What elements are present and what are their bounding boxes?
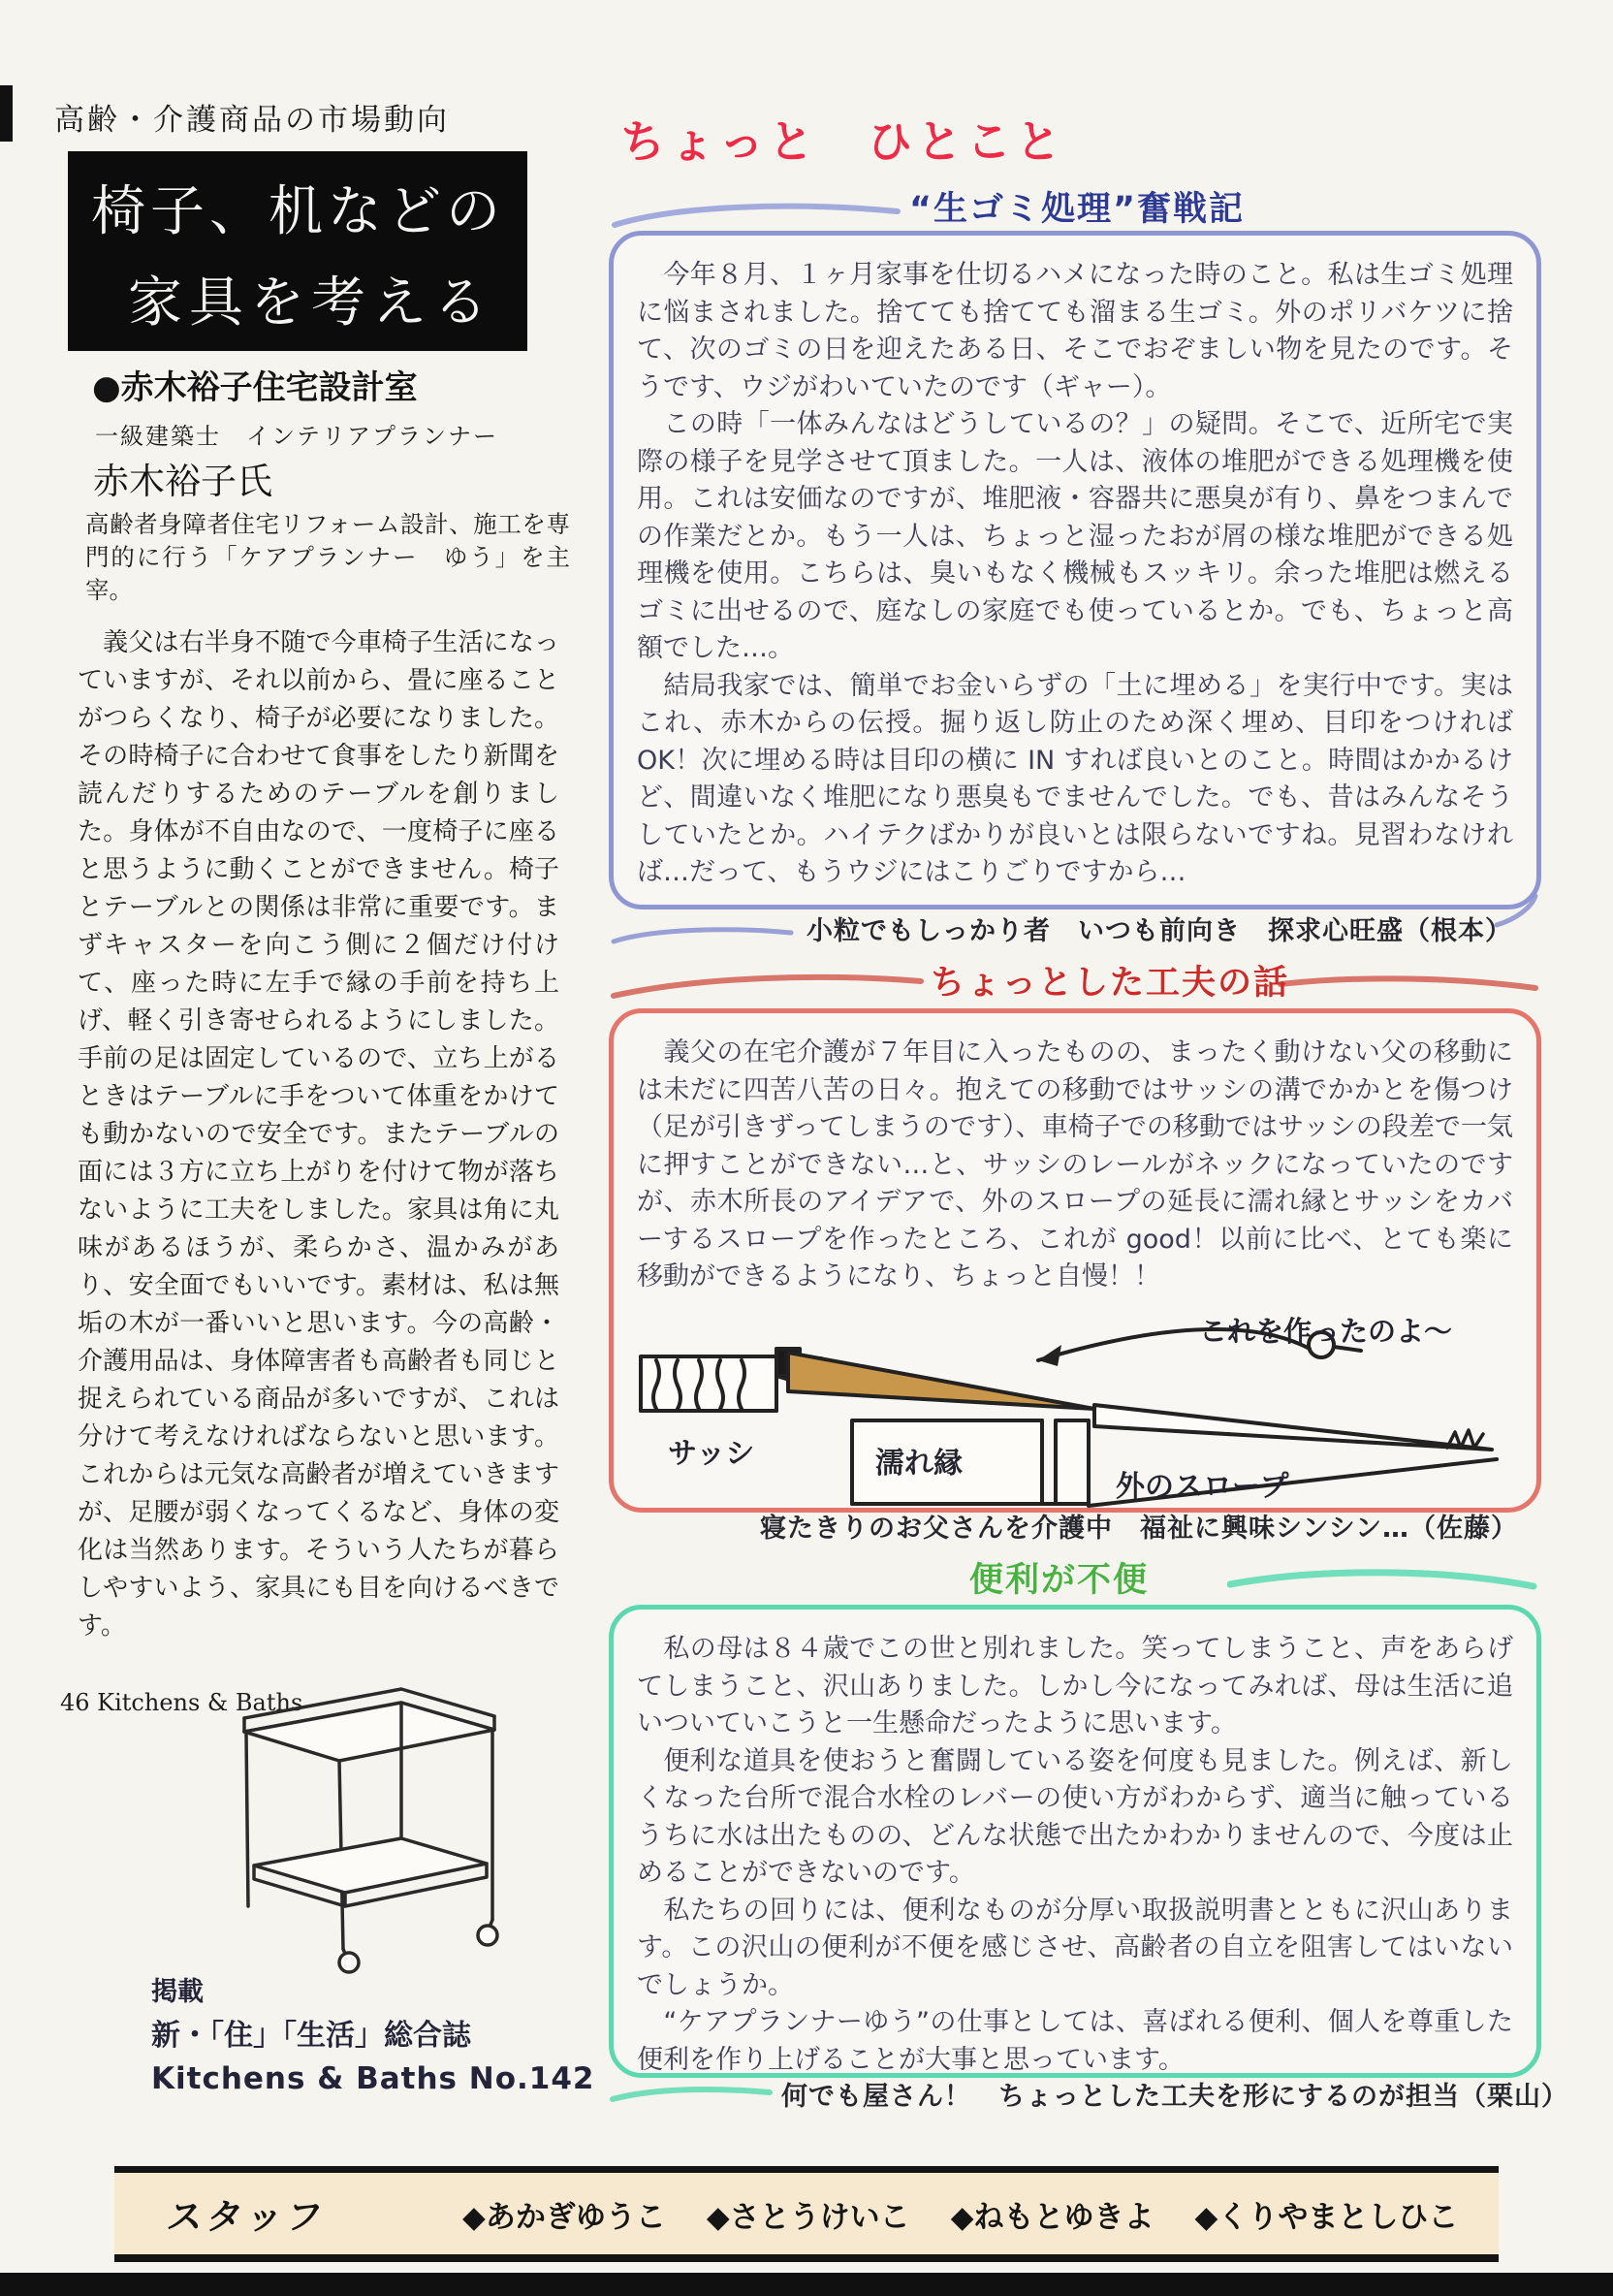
staff-name: ◆くりやまとしひこ [1194, 2199, 1459, 2235]
publication-label: 掲載 [151, 1977, 204, 2007]
article-title-line2: 家具を考える [128, 271, 494, 335]
section-heading-gomi: “生ゴミ処理”奮戦記 [909, 190, 1246, 229]
hand-line-blue [609, 192, 904, 233]
hand-line-red-left [609, 968, 927, 1003]
studio-name: ●赤木裕子住宅設計室 [92, 368, 418, 407]
scan-bottom-strip [0, 2273, 1613, 2296]
slope-diagram [631, 1306, 1508, 1512]
article-title-line1: 椅子、机などの [91, 180, 505, 243]
section-box-kufuu [609, 1008, 1541, 1513]
paragraph: 便利な道具を使おうと奮闘している姿を何度も見ました。例えば、新しくなった台所で混合水栓のレバーの使い方がわからず、適当に触っているうちに水は出たものの、どんな状態で出たかわかりませんので、今度は止めることができないのです。 [637, 1745, 1513, 1888]
section-box-benri [609, 1605, 1541, 2078]
hand-line-blue-small [609, 919, 798, 948]
staff-band [114, 2166, 1499, 2261]
publication-name: 新・「住」「生活」総合誌 [151, 2019, 471, 2053]
section-text-benri [614, 1610, 1536, 2079]
paragraph: 私の母は８４歳でこの世と別れました。笑ってしまうこと、声をあらげてしまうこと、沢山ありました。しかし今になってみれば、母は生活に追いついていこうと一生懸命だったように思います。 [637, 1634, 1513, 1738]
hand-line-red-right [1278, 970, 1541, 999]
hand-line-mint-right [1227, 1563, 1539, 1598]
label-sash: サッシ [668, 1436, 755, 1471]
label-callout: これを作ったのよ～ [1199, 1314, 1453, 1348]
article-title-box [68, 151, 527, 351]
table-sketch-illustration [215, 1675, 516, 1976]
paragraph: “ケアプランナーゆう”の仕事としては、喜ばれる便利、個人を尊重した便利を作り上げることが大事と思っています。 [637, 2007, 1513, 2075]
staff-names [462, 2192, 1458, 2236]
paragraph: 今年８月、１ヶ月家事を仕切るハメになった時のこと。私は生ゴミ処理に悩まされました。捨てても捨てても溜まる生ゴミ。外のポリバケツに捨て、次のゴミの日を迎えたある日、そこでおぞましい物を見たのです。そうです、ウジがわいていたのです（ギャー）。 [637, 260, 1513, 402]
hand-line-mint-small [609, 2081, 775, 2108]
staff-name: ◆ねもとゆきよ [950, 2199, 1154, 2235]
author-bio: 高齢者身障者住宅リフォーム設計、施工を専門的に行う「ケアプランナー ゆう」を主宰。 [85, 510, 570, 604]
staff-name: ◆さとうけいこ [706, 2199, 910, 2235]
caption-satou: 寝たきりのお父さんを介護中 福祉に興味シンシン…（佐藤） [760, 1514, 1518, 1544]
publication-info [151, 1970, 594, 2101]
section-text-gomi [614, 236, 1536, 892]
paragraph: 結局我家では、簡単でお金いらずの「土に埋める」を実行中です。実はこれ、赤木からの伝授。掘り返し防止のため深く埋め、目印をつければ OK！次に埋める時は目印の横に IN すれば良いとのこと。時間はかかるけど、間違いなく堆肥になり悪臭もでませんでした。でも、昔はみんなそうしていたとか。ハイテクばかりが良いとは限らないですね。見習わなければ…だって、もうウジにはこりごりですから… [637, 670, 1513, 887]
author-name: 赤木裕子氏 [93, 461, 272, 502]
label-outer-slope: 外のスロープ [1116, 1469, 1289, 1504]
column-title: ちょっと ひとこと [620, 115, 1065, 168]
staff-label: スタッフ [164, 2196, 330, 2238]
staff-name: ◆あかぎゆうこ [462, 2199, 666, 2235]
section-kicker: 高齢・介護商品の市場動向 [54, 103, 450, 138]
publication-issue: Kitchens & Baths No.142 [151, 2061, 595, 2096]
staff-band-underline [114, 2257, 1499, 2262]
section-heading-kufuu: ちょっとした工夫の話 [931, 964, 1290, 1003]
section-text-kufuu [614, 1013, 1536, 1296]
section-heading-benri: 便利が不便 [969, 1561, 1150, 1600]
article-body: 義父は右半身不随で今車椅子生活になっていますが、それ以前から、畳に座ることがつらくなり、椅子が必要になりました。その時椅子に合わせて食事をしたり新聞を読んだりするためのテーブルを創りました。身体が不自由なので、一度椅子に座ると思うように動くことができません。椅子とテーブルとの関係は非常に重要です。まずキャスターを向こう側に２個だけ付けて、座った時に左手で縁の手前を持ち上げ、軽く引き寄せられるようにしました。手前の足は固定しているので、立ち上がるときはテーブルに手をついて体重をかけても動かないので安全です。またテーブルの面には３方に立ち上がりを付けて物が落ちないように工夫をしました。家具は角に丸味があるほうが、柔らかさ、温かみがあり、安全面でもいいです。素材は、私は無垢の木が一番いいと思います。今の高齢・介護用品は、身体障害者も高齢者も同じと捉えられている商品が多いですが、これは分けて考えなければならないと思います。これからは元気な高齢者が増えていきますが、足腰が弱くなってくるなど、身体の変化は当然あります。そういう人たちが暮らしやすいよう、家具にも目を向けるべきです。 [78, 628, 559, 1641]
paragraph: 義父の在宅介護が７年目に入ったものの、まったく動けない父の移動には未だに四苦八苦の日々。抱えての移動ではサッシの溝でかかとを傷つけ（足が引きずってしまうのです）、車椅子での移動ではサッシの段差で一気に押すことができない…と、サッシのレールがネックになっていたのですが、赤木所長のアイデアで、外のスロープの延長に濡れ縁とサッシをカバーするスロープを作ったところ、これが good！以前に比べ、とても楽に移動ができるようになり、ちょっと自慢！！ [637, 1037, 1513, 1292]
caption-kuriyama: 何でも屋さん！ ちょっとした工夫を形にするのが担当（栗山） [781, 2082, 1568, 2112]
paragraph: この時「一体みんなはどうしているの？」の疑問。そこで、近所宅で実際の様子を見学させて頂ました。一人は、液体の堆肥ができる処理機を使用。これは安価なのですが、堆肥液・容器共に悪臭が有り、鼻をつまんでの作業だとか。もう一人は、ちょっと湿ったおが屑の様な堆肥ができる処理機を使用。こちらは、臭いもなく機械もスッキリ。余った堆肥は燃えるゴミに出せるので、庭なしの家庭でも使っているとか。でも、ちょっと高額でした…。 [637, 409, 1513, 663]
label-porch: 濡れ縁 [875, 1446, 963, 1481]
section-box-gomi [609, 231, 1541, 909]
page-number-marker: 46 Kitchens & Baths [60, 1689, 303, 1716]
paragraph: 私たちの回りには、便利なものが分厚い取扱説明書とともに沢山あります。この沢山の便利が不便を感じさせ、高齢者の自立を阻害してはいないでしょうか。 [637, 1895, 1513, 2000]
caption-nemoto: 小粒でもしっかり者 いつも前向き 探求心旺盛（根本） [806, 916, 1512, 946]
scan-edge-artifact [0, 85, 13, 142]
author-credentials: 一級建築士 インテリアプランナー [95, 423, 498, 450]
